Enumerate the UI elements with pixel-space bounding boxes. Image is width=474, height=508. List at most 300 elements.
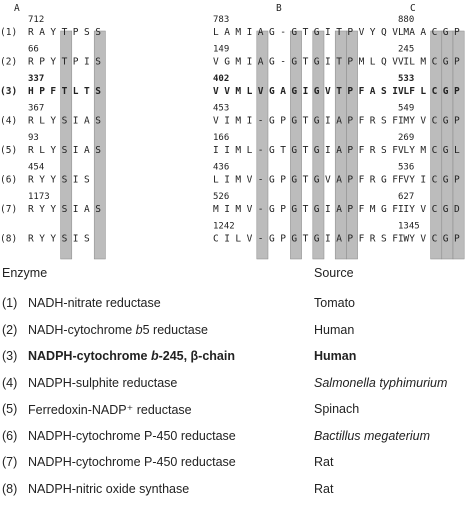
residue: P: [454, 115, 460, 127]
enzyme-name: [28, 323, 208, 337]
residue: G: [269, 233, 275, 245]
residue: I: [224, 145, 230, 156]
residue: I: [398, 204, 404, 215]
enzyme-name: [28, 455, 236, 469]
residue: R: [28, 145, 34, 156]
residue: C: [431, 86, 438, 97]
residue: T: [61, 86, 68, 97]
residue: T: [336, 56, 342, 68]
residue: A: [257, 56, 264, 68]
residue: G: [291, 27, 298, 38]
enzyme-row: [0, 296, 474, 320]
residue: S: [95, 145, 101, 156]
enzyme-name-part: NADPH-cytochrome P-450 reductase: [28, 428, 236, 443]
residue: G: [313, 115, 320, 127]
residue: V: [224, 86, 230, 97]
residue: F: [358, 233, 365, 245]
residue: P: [39, 56, 45, 68]
residue: I: [224, 174, 230, 186]
residue: I: [224, 115, 230, 127]
residue: S: [95, 204, 101, 215]
residue: A: [39, 27, 45, 38]
residue: S: [95, 27, 101, 38]
residue: L: [403, 145, 410, 156]
enzyme-index: (6): [2, 428, 18, 443]
enzyme-row: [0, 349, 474, 373]
residue: G: [291, 115, 298, 127]
residue: G: [291, 204, 298, 215]
residue: L: [39, 115, 45, 127]
residue: I: [72, 115, 79, 127]
enzyme-source: Spinach: [314, 402, 360, 416]
enzyme-name: [28, 429, 236, 443]
residue: I: [325, 115, 331, 127]
enzyme-row: [0, 429, 474, 453]
motif-label-c: C: [410, 3, 416, 14]
enzyme-source: Rat: [314, 481, 334, 496]
residue: Y: [50, 174, 57, 186]
residue: -: [257, 115, 264, 127]
residue: V: [420, 115, 427, 127]
residue: L: [369, 56, 376, 68]
residue: R: [28, 115, 34, 127]
residue: P: [72, 56, 79, 68]
residue: G: [442, 56, 449, 68]
residue-number: 337: [28, 74, 45, 84]
residue: G: [291, 174, 298, 186]
residue: P: [39, 86, 45, 97]
residue-number: 712: [28, 15, 45, 25]
residue: I: [246, 56, 253, 68]
residue: G: [381, 174, 387, 186]
enzyme-row: [0, 323, 474, 347]
residue: P: [454, 174, 460, 186]
residue: R: [369, 233, 376, 245]
row-index: (6): [0, 174, 18, 186]
residue: D: [454, 204, 460, 215]
residue: V: [398, 56, 404, 68]
residue-number: 93: [28, 133, 39, 143]
residue: Y: [50, 145, 57, 156]
residue: W: [403, 233, 410, 245]
residue: M: [235, 145, 242, 156]
residue: F: [358, 145, 365, 156]
residue: A: [420, 27, 427, 38]
residue-number: 436: [213, 162, 230, 173]
residue: I: [403, 56, 410, 68]
residue: I: [398, 115, 404, 127]
enzyme-name-part: NADPH-cytochrome P-450 reductase: [28, 455, 236, 469]
residue: A: [336, 115, 342, 127]
residue: -: [257, 174, 264, 186]
residue: P: [347, 145, 354, 156]
residue: Y: [50, 115, 57, 127]
residue: F: [392, 145, 398, 156]
residue: S: [84, 174, 90, 186]
residue: I: [325, 56, 331, 68]
residue: V: [213, 56, 219, 68]
enzyme-row: [0, 402, 474, 426]
enzyme-row: [0, 376, 474, 400]
residue: L: [235, 233, 242, 245]
residue: I: [325, 233, 331, 245]
residue: T: [336, 86, 342, 97]
enzyme-name: [28, 402, 192, 417]
residue-number: 627: [398, 192, 415, 202]
residue: I: [224, 204, 230, 215]
residue: L: [454, 145, 460, 156]
residue: G: [442, 115, 449, 127]
residue-number: 783: [213, 15, 230, 25]
enzyme-index: (4): [2, 375, 18, 390]
enzyme-name-part: NADPH-cytochrome: [28, 349, 151, 363]
residue: T: [302, 115, 309, 127]
residue: A: [84, 145, 90, 156]
source-column-header: Source: [314, 266, 354, 280]
residue: I: [246, 27, 253, 38]
residue: R: [369, 115, 376, 127]
residue: G: [291, 56, 298, 68]
row-index: (2): [0, 56, 18, 68]
residue-number: 1242: [213, 221, 235, 232]
enzyme-name-part: NADPH-sulphite reductase: [28, 375, 178, 390]
residue-number: 880: [398, 15, 415, 25]
residue: M: [358, 56, 365, 68]
enzyme-name-part: NADH-nitrate reductase: [28, 296, 161, 310]
motif-label-a: A: [14, 3, 20, 14]
residue: P: [280, 115, 286, 127]
residue: A: [336, 145, 342, 156]
residue-number: 269: [398, 133, 415, 143]
residue: V: [358, 27, 365, 38]
residue: C: [431, 27, 438, 38]
residue: G: [313, 86, 320, 97]
residue: T: [302, 204, 309, 215]
enzyme-name-part: Ferredoxin-NADP: [28, 403, 127, 417]
residue: L: [398, 27, 404, 38]
residue: I: [84, 56, 90, 68]
residue: T: [302, 56, 309, 68]
residue: R: [28, 204, 34, 215]
residue: L: [403, 86, 410, 97]
residue: I: [72, 174, 79, 186]
residue: S: [95, 115, 101, 127]
residue-number: 549: [398, 103, 415, 114]
residue: H: [28, 86, 34, 97]
residue: T: [302, 174, 309, 186]
residue: P: [454, 27, 460, 38]
residue-number: 66: [28, 44, 39, 55]
residue: M: [403, 115, 410, 127]
residue: A: [369, 86, 376, 97]
residue: F: [358, 115, 365, 127]
enzyme-index: (7): [2, 455, 18, 469]
enzyme-name-part: 5 reductase: [142, 322, 208, 337]
residue-number: 526: [213, 192, 230, 202]
residue: C: [213, 233, 219, 245]
residue: A: [336, 174, 342, 186]
residue: G: [313, 56, 320, 68]
residue-number: 453: [213, 103, 230, 114]
enzyme-source: Human: [314, 349, 357, 363]
residue: -: [280, 27, 286, 38]
enzyme-source: Bactillus megaterium: [314, 428, 431, 443]
enzyme-source: Human: [314, 322, 355, 337]
residue: P: [72, 27, 79, 38]
residue: V: [325, 86, 331, 97]
enzyme-name: [28, 349, 235, 363]
residue: Y: [39, 233, 45, 245]
residue: Y: [50, 56, 57, 68]
residue: C: [431, 204, 438, 215]
enzyme-index: (5): [2, 402, 18, 416]
row-index: (5): [0, 145, 18, 156]
residue: A: [336, 204, 342, 215]
residue: I: [420, 174, 427, 186]
residue: C: [431, 145, 438, 156]
residue: I: [302, 86, 309, 97]
residue: G: [269, 27, 275, 38]
residue: C: [431, 233, 438, 245]
residue: G: [269, 86, 275, 97]
residue: I: [246, 115, 253, 127]
residue: Y: [409, 145, 415, 156]
residue: F: [392, 204, 398, 215]
enzyme-index: (1): [2, 296, 18, 310]
residue: G: [269, 56, 275, 68]
residue-number: 149: [213, 44, 230, 55]
residue: F: [392, 174, 398, 186]
residue: R: [28, 27, 34, 38]
enzyme-name: [28, 482, 189, 496]
residue: T: [302, 145, 309, 156]
residue: M: [235, 56, 242, 68]
residue: V: [213, 115, 219, 127]
residue: F: [50, 86, 57, 97]
residue: V: [398, 86, 404, 97]
residue: P: [280, 204, 286, 215]
residue: G: [442, 174, 449, 186]
residue: A: [84, 115, 90, 127]
residue: S: [381, 145, 387, 156]
residue: -: [257, 145, 264, 156]
residue: A: [224, 27, 230, 38]
enzyme-column-header: Enzyme: [2, 266, 48, 280]
residue: L: [246, 86, 253, 97]
residue: P: [280, 174, 286, 186]
residue: M: [403, 27, 410, 38]
residue: I: [72, 204, 79, 215]
residue: P: [347, 56, 354, 68]
residue: Y: [409, 204, 415, 215]
residue: G: [442, 204, 449, 215]
residue: I: [325, 204, 331, 215]
residue: I: [403, 204, 410, 215]
residue: M: [369, 204, 376, 215]
residue: V: [257, 86, 264, 97]
residue: Y: [409, 174, 415, 186]
residue: F: [358, 86, 365, 97]
residue: G: [269, 204, 275, 215]
residue: I: [325, 27, 331, 38]
enzyme-index: (3): [2, 349, 18, 363]
residue: I: [72, 233, 79, 245]
residue: G: [313, 174, 320, 186]
residue: G: [291, 86, 298, 97]
residue: R: [28, 174, 34, 186]
residue: P: [347, 27, 354, 38]
enzyme-name-italic: b: [135, 322, 143, 337]
residue: G: [313, 204, 320, 215]
residue: S: [61, 233, 68, 245]
residue: P: [347, 174, 354, 186]
residue: L: [213, 174, 219, 186]
residue: I: [398, 233, 404, 245]
residue: T: [84, 86, 90, 97]
residue: I: [224, 233, 230, 245]
residue: Y: [50, 27, 57, 38]
residue: C: [431, 115, 438, 127]
enzyme-source: Tomato: [314, 296, 355, 310]
residue: G: [224, 56, 230, 68]
residue: -: [280, 56, 286, 68]
residue: M: [213, 204, 219, 215]
residue: P: [347, 233, 354, 245]
enzyme-name: [28, 296, 161, 310]
enzyme-name: [28, 376, 177, 390]
residue: F: [358, 204, 365, 215]
residue: L: [39, 145, 45, 156]
residue: L: [246, 145, 253, 156]
residue: F: [358, 174, 365, 186]
residue: T: [280, 145, 286, 156]
residue: G: [313, 145, 320, 156]
residue-number: 533: [398, 74, 415, 84]
residue: F: [398, 174, 404, 186]
residue: -: [257, 204, 264, 215]
residue: G: [291, 145, 298, 156]
enzyme-name-part: NADPH-nitric oxide synthase: [28, 481, 190, 496]
residue: F: [392, 115, 398, 127]
enzyme-name-part: -245, β-chain: [158, 349, 235, 363]
residue: S: [381, 86, 387, 97]
residue: S: [84, 27, 90, 38]
residue: G: [442, 86, 449, 97]
residue: S: [61, 145, 68, 156]
residue: V: [403, 174, 410, 186]
enzyme-index: (8): [2, 481, 18, 496]
residue: G: [442, 27, 449, 38]
residue-number: 402: [213, 74, 230, 84]
residue: P: [347, 204, 354, 215]
residue: I: [213, 145, 219, 156]
residue-number: 536: [398, 162, 415, 173]
residue: L: [420, 86, 427, 97]
residue: R: [28, 233, 34, 245]
residue: V: [213, 86, 219, 97]
enzyme-row: [0, 455, 474, 479]
residue: Q: [381, 56, 387, 68]
residue: C: [431, 56, 438, 68]
residue: R: [369, 145, 376, 156]
residue: M: [420, 56, 427, 68]
residue: M: [420, 145, 427, 156]
residue: A: [336, 233, 342, 245]
enzyme-name-italic: b: [150, 349, 159, 363]
residue: G: [381, 204, 387, 215]
residue: P: [454, 233, 460, 245]
enzyme-source: Salmonella typhimurium: [314, 375, 448, 390]
residue: M: [235, 86, 242, 97]
residue: M: [235, 174, 242, 186]
residue: T: [302, 233, 309, 245]
row-index: (4): [0, 115, 18, 127]
residue: Y: [409, 115, 415, 127]
residue: Q: [381, 27, 387, 38]
residue: I: [392, 86, 398, 97]
residue: Y: [39, 174, 45, 186]
enzyme-index: (2): [2, 322, 18, 337]
residue: L: [409, 56, 415, 68]
row-index: (8): [0, 233, 18, 245]
residue: G: [442, 145, 449, 156]
residue: -: [257, 233, 264, 245]
residue: A: [84, 204, 90, 215]
residue: G: [269, 115, 275, 127]
residue: S: [95, 56, 101, 68]
residue: C: [431, 174, 438, 186]
residue: G: [313, 233, 320, 245]
residue: T: [302, 27, 309, 38]
residue: P: [347, 115, 354, 127]
residue: V: [392, 56, 398, 68]
residue: V: [420, 204, 427, 215]
residue: M: [235, 204, 242, 215]
residue: I: [325, 145, 331, 156]
residue: G: [291, 233, 298, 245]
residue: S: [61, 115, 68, 127]
residue: V: [246, 174, 253, 186]
residue: A: [409, 27, 415, 38]
residue: F: [409, 86, 415, 97]
enzyme-name-part: NADH-cytochrome: [28, 322, 136, 337]
residue: G: [313, 27, 320, 38]
residue-number: 454: [28, 162, 45, 173]
residue: V: [246, 204, 253, 215]
residue-number: 245: [398, 44, 415, 55]
residue: S: [61, 174, 68, 186]
residue: A: [280, 86, 286, 97]
residue: G: [269, 174, 275, 186]
residue: S: [381, 233, 387, 245]
residue: G: [269, 145, 275, 156]
enzyme-name-part: ⁺ reductase: [126, 403, 192, 417]
residue-number: 166: [213, 133, 230, 143]
residue: Y: [409, 233, 415, 245]
residue: V: [398, 145, 404, 156]
residue: T: [61, 56, 68, 68]
residue: P: [454, 56, 460, 68]
enzyme-source: Rat: [314, 455, 334, 469]
residue: M: [235, 115, 242, 127]
enzyme-row: [0, 482, 474, 506]
residue: G: [442, 233, 449, 245]
row-index: (1): [0, 27, 18, 38]
motif-label-b: B: [276, 3, 282, 14]
residue: P: [280, 233, 286, 245]
residue: L: [72, 86, 79, 97]
residue: S: [61, 204, 68, 215]
